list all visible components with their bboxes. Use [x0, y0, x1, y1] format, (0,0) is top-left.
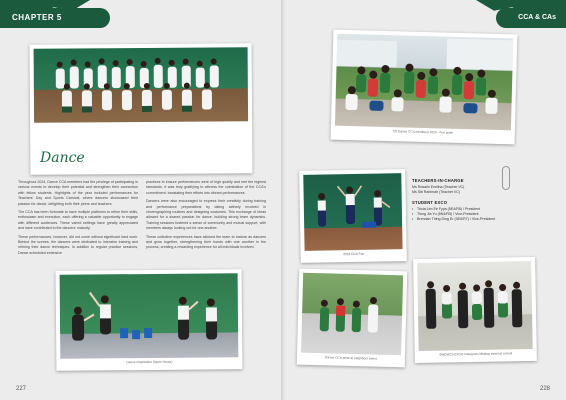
neighbour-event-image — [301, 273, 403, 356]
exco-meetup-image — [417, 261, 533, 351]
photo-caption: Dance CCA pose at neighbour event — [325, 355, 377, 361]
exco-heading: STUDENT EXCO — [412, 200, 448, 205]
body-column-1 — [18, 180, 138, 259]
photo-caption: Dance Orientation (Open house) — [126, 359, 173, 365]
photo-caption: SS Dance CCA members 2024 - Fun pose — [392, 129, 453, 135]
page-number: 227 — [16, 386, 27, 392]
paragraph: These performances, however, did not come without significant hard work. Behind the scenes, the dancers were dedicated to intensive training and refining their dance techniques. In addition to regular practice sessions, Dance scheduled extensive — [18, 234, 138, 255]
exco-member: • Tiong Jia Yu (5N4/R5) / Vice-President — [412, 212, 522, 217]
orientation-photo — [56, 269, 243, 371]
paragraph: These collective experiences have allowed the team to mature as dancers and grow together, strengthening their bonds with one another in the process, creating a rewarding experience for all individuals involved. — [146, 234, 266, 250]
section-title: Dance — [40, 150, 85, 166]
teachers-heading: TEACHERS-IN-CHARGE — [412, 178, 464, 183]
neighbour-event-photo — [297, 269, 407, 368]
exco-member: • Brendan Thing Ding Er (3E6/R7) / Vice-President — [412, 217, 522, 222]
photo-caption: SWDHCS EXCO Instagram Meetup event at school — [439, 351, 513, 357]
exco-member: • Tricia Lim Ee Fyya (5E4/R5) / President — [412, 207, 522, 212]
info-box — [412, 178, 522, 258]
group-outdoor-image — [335, 34, 513, 131]
teacher-name: Ms Rosalin Evelina (Teacher I/C) — [412, 185, 465, 189]
top-group-photo — [331, 30, 518, 145]
orientation-image — [60, 273, 239, 359]
exco-meetup-photo — [413, 257, 537, 363]
cca-fair-photo — [299, 169, 407, 263]
body-column-2 — [146, 180, 266, 254]
paragraph: Dancers were also encouraged to express their creativity during training and performance preparations by taking actively involved in choreographing routines and designing costumes. This exchange of ideas allowed for a shared passion for dance, building strong team dynamics. Training sessions fostered a sense of community and mutual support, with members always looking out for one another. — [146, 199, 266, 231]
paragraph: The CCA has been fortunate to have multiple platforms to refine their skills, enthusiasm and execution, each offering a valuable opportunity to engage with different audiences. These varied settings have greatly appreciated and have contributed to the dancers' maturity. — [18, 210, 138, 231]
group-photo-image — [34, 47, 249, 122]
teacher-name: Ms Siti Rahimah (Teacher I/C) — [412, 190, 460, 194]
book-spine — [281, 0, 285, 400]
paragraph: Throughout 2024, Dance CCA members had the privilege of participating in various events to develop their potential and strengthen their connection with fellow students. Highlights of the year included performances for Teachers' Day and Sports Carnival, where dancers showcased their passion for dance, delighting both their peers and teachers. — [18, 180, 138, 206]
cca-fair-image — [303, 173, 402, 251]
paragraph: practices to ensure performances were of high quality and met the highest standards. It was truly gratifying to witness the culmination of the CCA's commitment, translating their efforts into vibrant performances. — [146, 180, 266, 195]
exco-list — [412, 207, 522, 223]
chapter-tab: CHAPTER 5 — [0, 8, 110, 28]
photo-caption: 2024 CCA Fair — [343, 251, 365, 257]
cca-tab: CCA & CAs — [496, 8, 566, 28]
page-number: 228 — [539, 386, 550, 392]
